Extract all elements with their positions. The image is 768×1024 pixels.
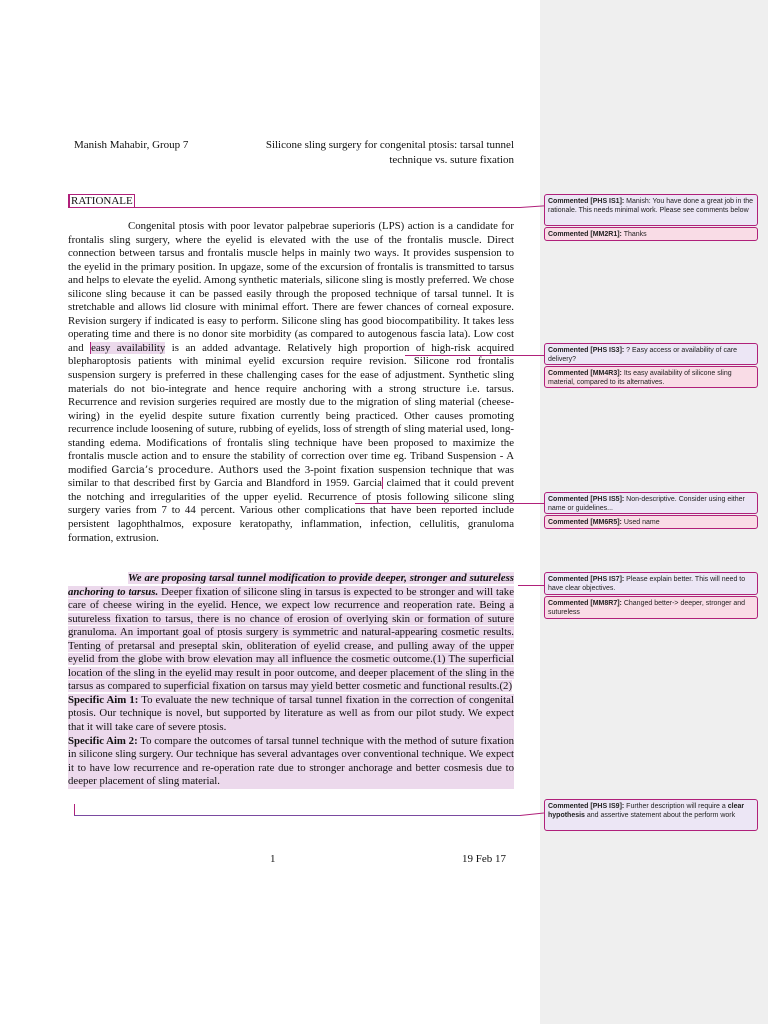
comment-connector-1 bbox=[134, 207, 520, 208]
comment-phs-is9[interactable] bbox=[544, 799, 758, 831]
p1-text-b: is an added advantage. Relatively high proportion of high-risk acquired blepharoptosis patients with minimal eyelid excursion require revision. Silicone rod frontalis suspension surgery is preferred in these challenging cases for the ease of adjustment. Synthetic sling materials do not bio-integrate and hence require anchoring with a strong structure i.e. tarsus. Recurrence and revision surgeries required are mostly due to the migration of sling material (cheese-wiring) in the eyelid despite suture fixation currently being practiced. Other causes promoting recurrence include loosening of suture, rubbing of eyelids, loss of strength of sling material used, long-standing edema. Modifications of frontalis sling technique have been proposed to maximize the frontalis muscle action and to ensure the stability of correction over time eg. Triband Suspension - A modified bbox=[68, 341, 514, 476]
comment-tag: Commented [PHS IS9]: bbox=[548, 803, 625, 810]
comment-tag: Commented [MM2R1]: bbox=[548, 231, 622, 238]
garcia-procedure-text[interactable]: Garcia’s procedure. Authors bbox=[111, 464, 259, 476]
rationale-paragraph-2 bbox=[68, 572, 514, 789]
header-title-line2: technique vs. suture fixation bbox=[389, 154, 514, 166]
comment-connector-2 bbox=[405, 355, 544, 356]
comment-tag: Commented [PHS IS7]: bbox=[548, 576, 625, 583]
aim1-label: Specific Aim 1: bbox=[68, 693, 139, 706]
aim1-text: To evaluate the new technique of tarsal tunnel fixation in the correction of congenital ptosis. Our technique is novel, but supported by literature as well as from our pilot study. We expect that it will take care of severe ptosis. bbox=[68, 693, 514, 734]
aim2-label: Specific Aim 2: bbox=[68, 734, 138, 747]
comment-phs-is7[interactable] bbox=[544, 572, 758, 595]
aim2-text: To compare the outcomes of tarsal tunnel technique with the method of suture fixation in silicone sling surgery. Our technique has several advantages over conventional technique. We expect it to have low recurrence and re-operation rate due to stronger anchorage and better cosmesis due to deeper placement of sling material. bbox=[68, 734, 514, 788]
header-title bbox=[256, 138, 514, 168]
header-author: Manish Mahabir, Group 7 bbox=[74, 139, 189, 151]
comment-text: Further description will require a bbox=[624, 803, 728, 810]
section-heading[interactable]: RATIONALE bbox=[68, 194, 135, 208]
comment-text: Its easy availability of silicone sling material, compared to its alternatives. bbox=[548, 370, 732, 386]
comment-text: Changed better-> deeper, stronger and sutureless bbox=[548, 600, 746, 616]
comment-text: Manish: You have done a great job in the rationale. This needs minimal work. Please see comments below bbox=[548, 198, 754, 214]
comment-text-2: and assertive statement about the perform work bbox=[584, 812, 736, 819]
comment-connector-4 bbox=[518, 585, 544, 586]
p1-text-c: used the 3-point fixation suspension technique that was similar to that described first by Garcia and Blandford in 1959. Garcia bbox=[68, 463, 514, 490]
comment-mm4r3[interactable] bbox=[544, 366, 758, 388]
footer-date: 19 Feb 17 bbox=[462, 853, 506, 865]
comment-connector-3 bbox=[355, 503, 544, 504]
comment-text: Non-descriptive. Consider using either name or guidelines... bbox=[548, 496, 745, 512]
comment-tag: Commented [MM4R3]: bbox=[548, 370, 622, 377]
comment-phs-is5[interactable] bbox=[544, 492, 758, 514]
comment-tag: Commented [PHS IS1]: bbox=[548, 198, 625, 205]
comment-mm2r1[interactable] bbox=[544, 227, 758, 241]
comment-tag: Commented [MM6R5]: bbox=[548, 519, 622, 526]
proposal-statement[interactable]: We are proposing tarsal tunnel modification to provide deeper, stronger and sutureless anchoring to tarsus. bbox=[68, 572, 514, 598]
comment-text: ? Easy access or availability of care delivery? bbox=[548, 347, 738, 363]
p1-text-d: claimed that it could prevent the notching and irregularities of the upper eyelid. Recurrence of ptosis following silicone sling surgery varies from 7 to 44 percent. Various other complications that have been reported include persistent lagophthalmos, exposure keratopathy, inflammation, infection, cellulitis, granuloma formation, extrusion. bbox=[68, 477, 514, 544]
comment-bold-text: clear hypothesis bbox=[548, 803, 745, 819]
comment-phs-is3[interactable] bbox=[544, 343, 758, 365]
comment-mm6r5[interactable] bbox=[544, 515, 758, 529]
header-title-line1: Silicone sling surgery for congenital ptosis: tarsal tunnel bbox=[265, 139, 514, 151]
comment-tag: Commented [PHS IS5]: bbox=[548, 496, 625, 503]
rationale-paragraph-1 bbox=[68, 220, 514, 545]
comment-range-underline bbox=[74, 815, 520, 816]
highlight-easy-availability[interactable]: easy availability bbox=[91, 341, 166, 354]
page-number: 1 bbox=[270, 853, 276, 865]
comment-phs-is1[interactable] bbox=[544, 194, 758, 226]
p2-text: Deeper fixation of silicone sling in tarsus is expected to be stronger and will take care of cheese wiring in the eyelid. Hence, we expect low recurrence and reoperation rate. Being a sutureless fixation to tarsus, there is no chance of erosion of overlying skin or formation of suture granuloma. An important goal of ptosis surgery is symmetric and natural-appearing cosmetic results. Tenting of pretarsal and preseptal skin, obliteration of eyelid crease, and pulling away of the upper eyelid from the globe with brow elevation may all influence the cosmetic outcome.(1) The superficial location of the sling in the eyelid may result in poor outcome, and deeper placement of the sling in the tarsus as compared to superficial fixation on tarsus may yield better cosmetic and functional results.(2) bbox=[68, 585, 514, 693]
p1-text-a: Congenital ptosis with poor levator palpebrae superioris (LPS) action is a candidate for frontalis sling surgery, where the eyelid is elevated with the use of the frontalis muscle. Direct connection between tarsus and frontalis muscle helps in mainly two ways. It provides suspension to the eyelid in the primary position. In upgaze, some of the excursion of frontalis is transmitted to tarsus and helps to elevate the eyelid. Among synthetic materials, silicone sling is mostly preferred. We chose silicone sling because it can be passed easily through the proposed technique of tarsal tunnel. It is stretchable and allows lid closure with minimal effort. There are fewer chances of corneal exposure. Revision surgery if indicated is easy to perform. Silicone sling has good biocompatibility. It takes less operating time and there is no donor site morbidity (as compared to autogenous fascia lata). Low cost and bbox=[68, 220, 514, 354]
comment-text: Thanks bbox=[621, 231, 647, 238]
comment-text: Please explain better. This will need to have clear objectives. bbox=[548, 576, 746, 592]
comment-tag: Commented [MM8R7]: bbox=[548, 600, 622, 607]
comment-mm8r7[interactable] bbox=[544, 596, 758, 619]
comment-tag: Commented [PHS IS3]: bbox=[548, 347, 625, 354]
comment-text: Used name bbox=[621, 519, 660, 526]
